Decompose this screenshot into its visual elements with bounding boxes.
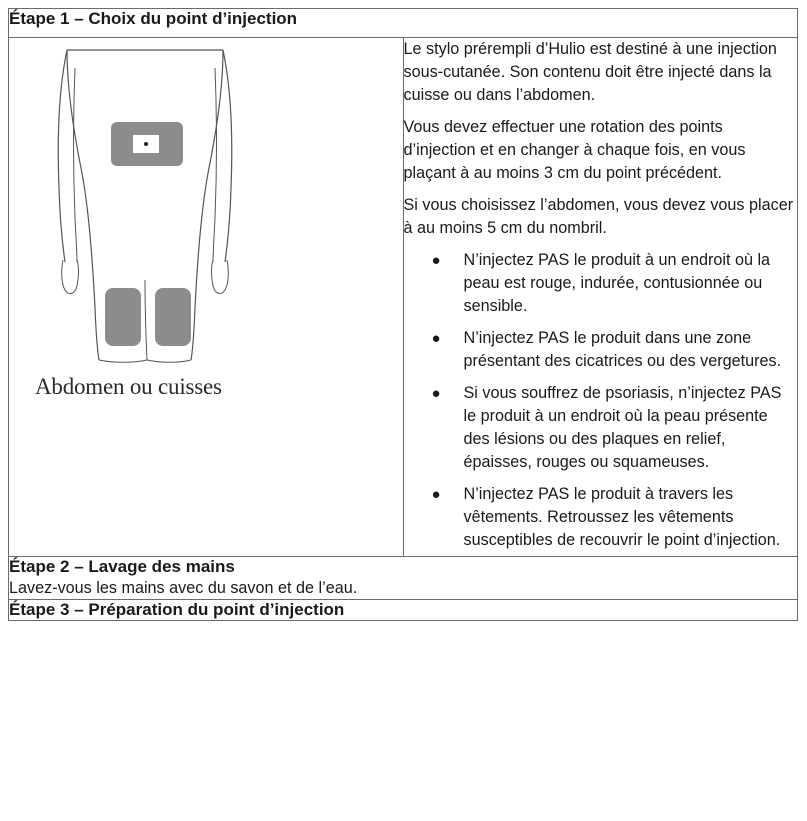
- step3-header-row: [9, 600, 798, 621]
- list-item: ● N’injectez PAS le produit à travers les vêtements. Retroussez les vêtements susceptibles de recouvrir le point d’injection.: [431, 485, 781, 549]
- step1-content-row: [9, 38, 798, 557]
- left-thigh-zone: [105, 288, 141, 346]
- step1-header-row: [9, 9, 798, 38]
- warnings-list: [404, 249, 798, 552]
- paragraph-abdomen: Si vous choisissez l’abdomen, vous devez vous placer à au moins 5 cm du nombril.: [403, 196, 794, 237]
- list-item: ● Si vous souffrez de psoriasis, n’injectez PAS le produit à un endroit où la peau présente des lésions ou des plaques en relief, épaisses, rouges ou squameuses.: [431, 384, 782, 471]
- list-item: ● N’injectez PAS le produit dans une zone présentant des cicatrices ou des vergetures.: [431, 329, 782, 370]
- bullet-icon: ●: [431, 385, 441, 402]
- paragraph-route: Le stylo prérempli d’Hulio est destiné à une injection sous-cutanée. Son contenu doit être injecté dans la cuisse ou dans l’abdomen.: [403, 40, 777, 104]
- step2-header-row: [9, 557, 798, 578]
- instructions-document: [8, 8, 798, 621]
- injection-site-figure: [9, 38, 403, 399]
- step2-title: Étape 2 – Lavage des mains: [9, 557, 798, 578]
- step2-body: Lavez-vous les mains avec du savon et de l’eau.: [9, 577, 798, 600]
- right-thigh-zone: [155, 288, 191, 346]
- bullet-icon: ●: [431, 252, 441, 269]
- step1-figure-cell: [9, 38, 404, 557]
- bullet-icon: ●: [431, 486, 441, 503]
- paragraph-rotation: Vous devez effectuer une rotation des points d’injection et en changer à chaque fois, en vous plaçant à au moins 3 cm du point précédent.: [403, 118, 746, 182]
- body-diagram-icon: [53, 48, 243, 366]
- step1-text-cell: [403, 38, 798, 557]
- list-item: ● N’injectez PAS le produit à un endroit où la peau est rouge, indurée, contusionnée ou sensible.: [431, 251, 771, 315]
- step3-title: Étape 3 – Préparation du point d’injection: [9, 600, 798, 621]
- step2-body-row: [9, 577, 798, 600]
- steps-table: [8, 8, 798, 621]
- bullet-icon: ●: [431, 330, 441, 347]
- figure-caption: Abdomen ou cuisses: [35, 374, 222, 399]
- step1-title: Étape 1 – Choix du point d’injection: [9, 9, 798, 38]
